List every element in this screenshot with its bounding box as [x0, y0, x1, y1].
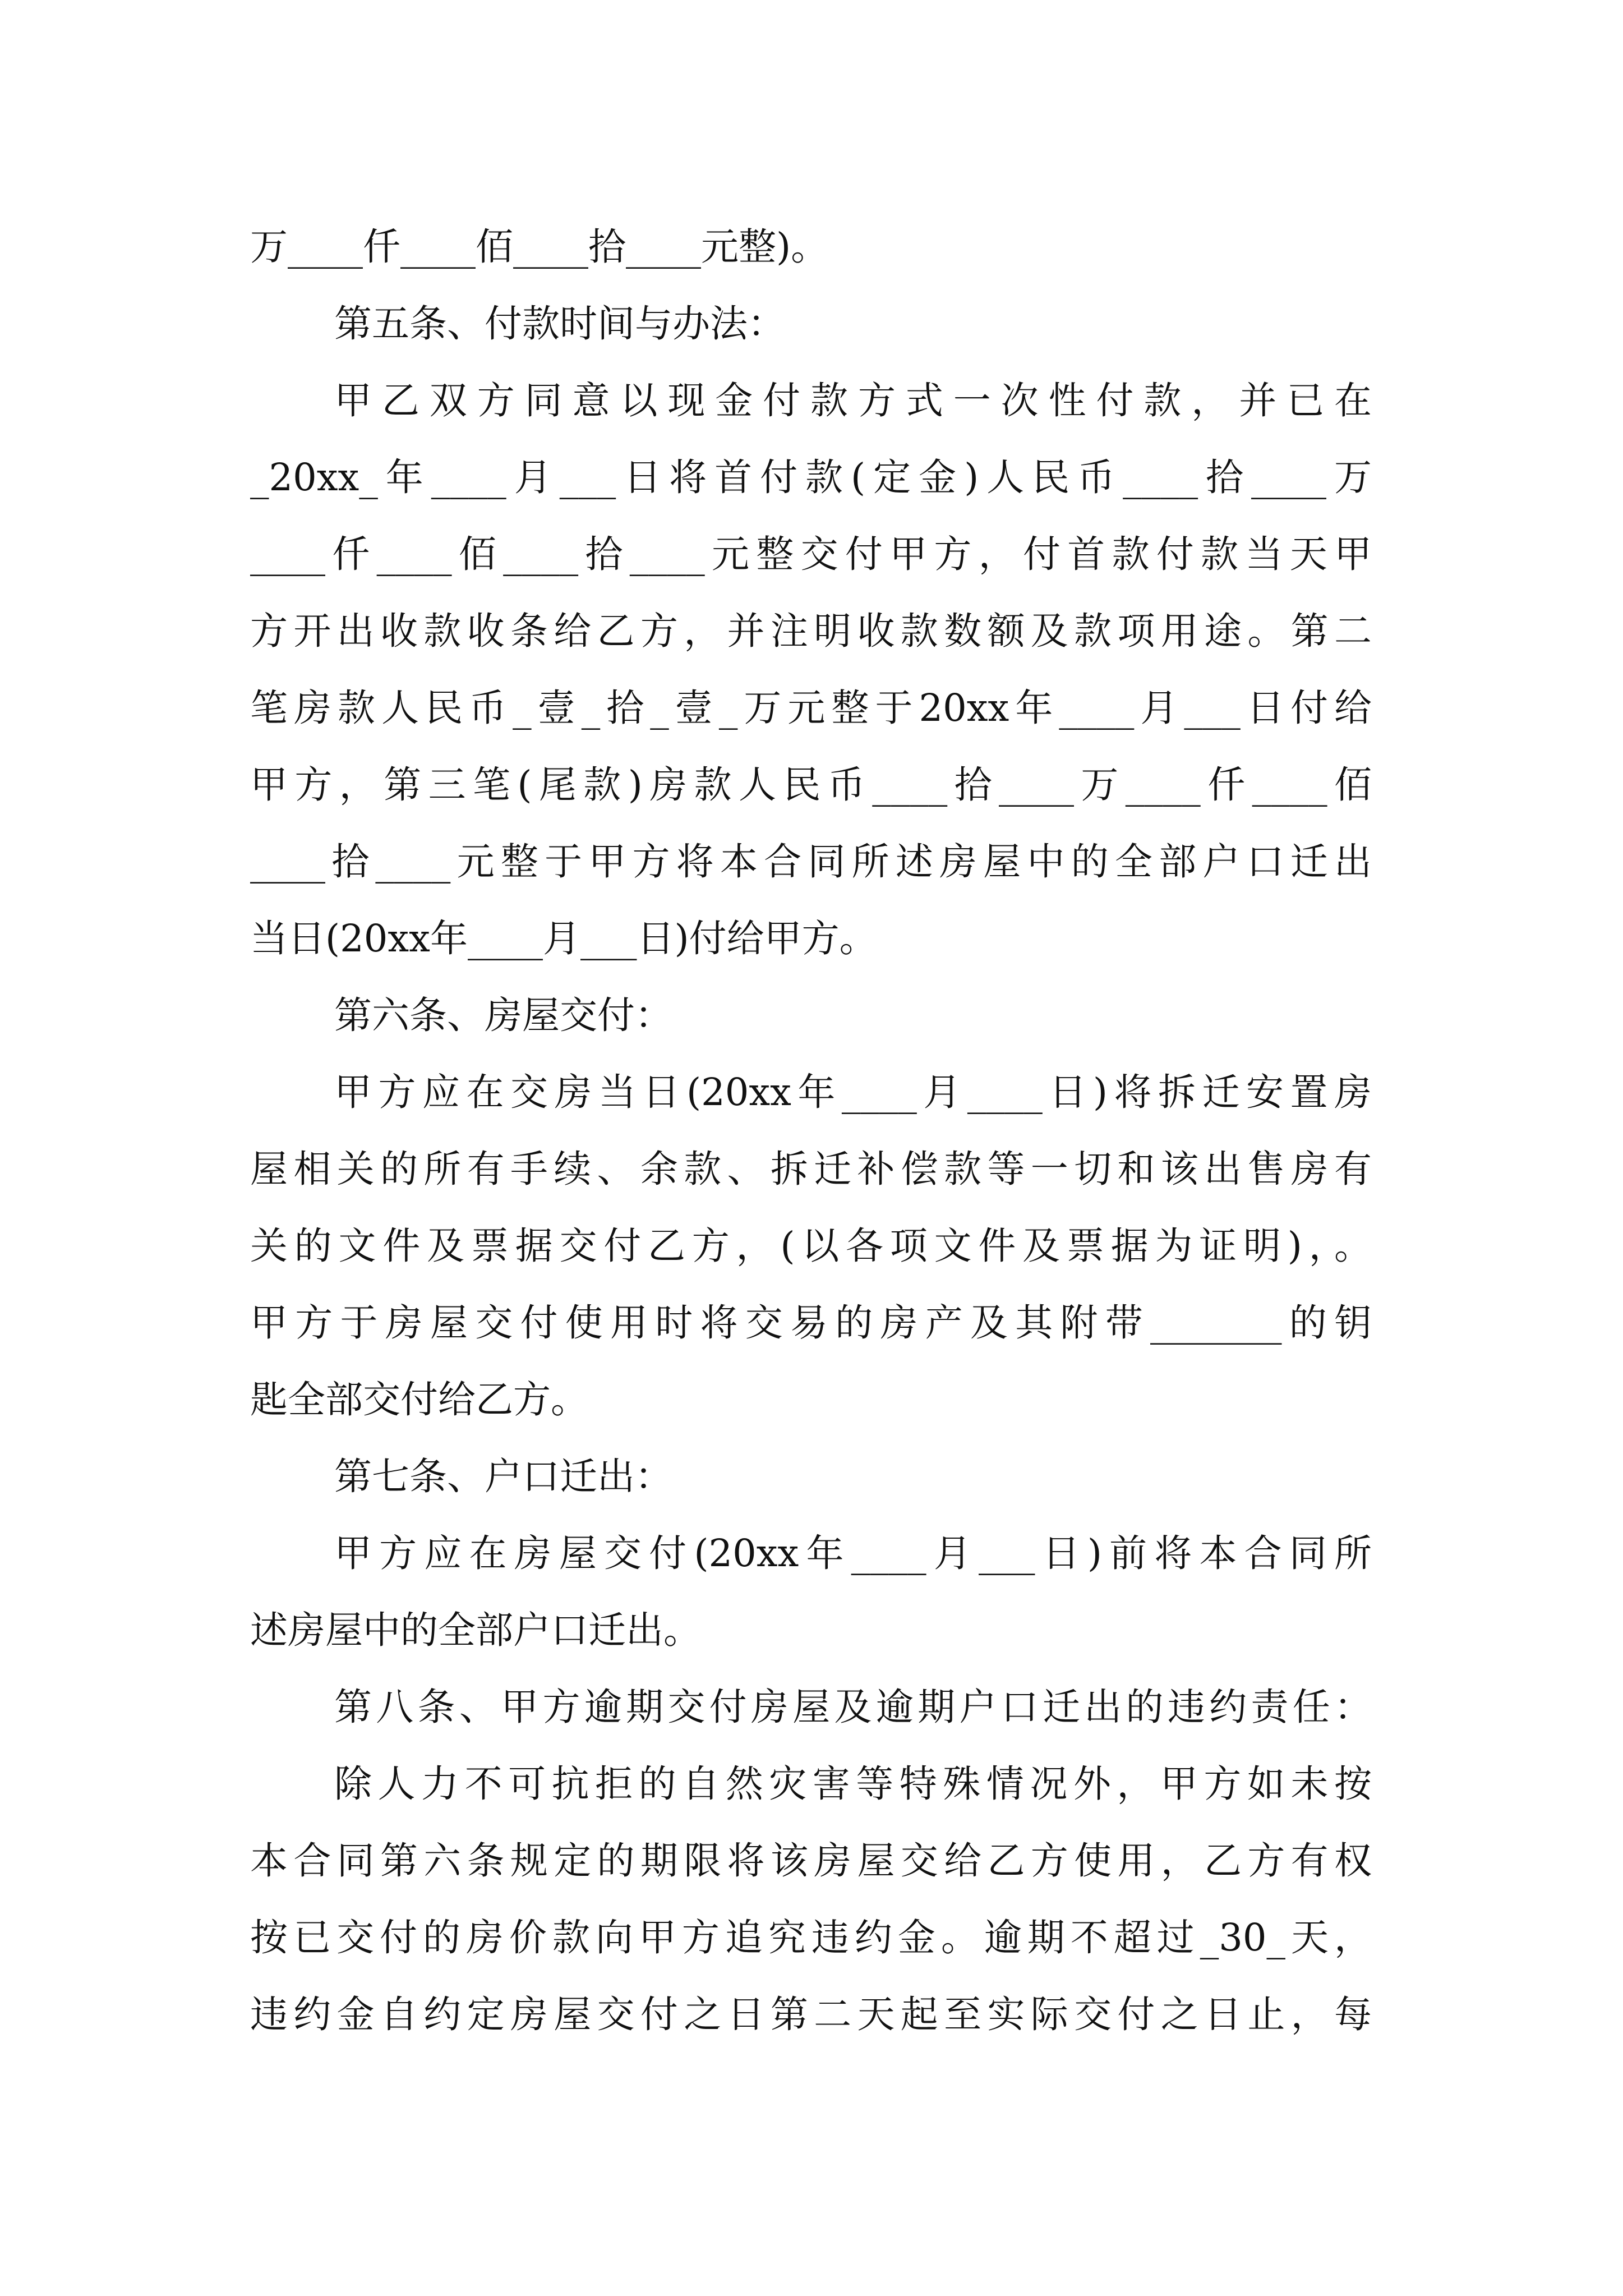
text-line: ____拾____元整于甲方将本合同所述房屋中的全部户口迁出: [250, 840, 1372, 884]
text-line: 关的文件及票据交付乙方，(以各项文件及票据为证明)，。: [250, 1224, 1372, 1268]
text-line: 违约金自约定房屋交付之日第二天起至实际交付之日止，每: [250, 1993, 1372, 2036]
text-line: 除人力不可抗拒的自然灾害等特殊情况外，甲方如未按: [334, 1762, 1372, 1806]
text-line: 屋相关的所有手续、余款、拆迁补偿款等一切和该出售房有: [250, 1147, 1372, 1191]
text-line: ____仟____佰____拾____元整交付甲方，付首款付款当天甲: [250, 532, 1372, 576]
article-heading: 第七条、户口迁出：: [334, 1455, 672, 1498]
text-line: 甲乙双方同意以现金付款方式一次性付款，并已在: [334, 379, 1372, 422]
document-body: [250, 209, 1372, 2053]
text-line: 甲方应在交房当日(20xx年____月____日)将拆迁安置房: [334, 1070, 1372, 1114]
text-line: 本合同第六条规定的期限将该房屋交给乙方使用，乙方有权: [250, 1839, 1372, 1883]
text-line: 笔房款人民币_壹_拾_壹_万元整于20xx年____月___日付给: [250, 686, 1372, 730]
article-heading: 第五条、付款时间与办法：: [334, 302, 785, 346]
text-line: 匙全部交付给乙方。: [250, 1378, 588, 1421]
text-line: 当日(20xx年____月___日)付给甲方。: [250, 917, 877, 960]
text-line: 方开出收款收条给乙方，并注明收款数额及款项用途。第二: [250, 609, 1372, 653]
article-heading: 第六条、房屋交付：: [334, 993, 672, 1037]
article-heading: 第八条、甲方逾期交付房屋及逾期户口迁出的违约责任：: [334, 1685, 1372, 1729]
text-line: 按已交付的房价款向甲方追究违约金。逾期不超过_30_天，: [250, 1916, 1372, 1959]
text-line: 甲方应在房屋交付(20xx年____月___日)前将本合同所: [334, 1531, 1372, 1575]
text-line: 甲方，第三笔(尾款)房款人民币____拾____万____仟____佰: [250, 763, 1372, 807]
text-line: 甲方于房屋交付使用时将交易的房产及其附带_______的钥: [250, 1301, 1372, 1345]
text-line: 述房屋中的全部户口迁出。: [250, 1608, 701, 1652]
text-line: _20xx_年____月___日将首付款(定金)人民币____拾____万: [250, 455, 1372, 499]
text-line: 万____仟____佰____拾____元整)。: [250, 225, 829, 269]
